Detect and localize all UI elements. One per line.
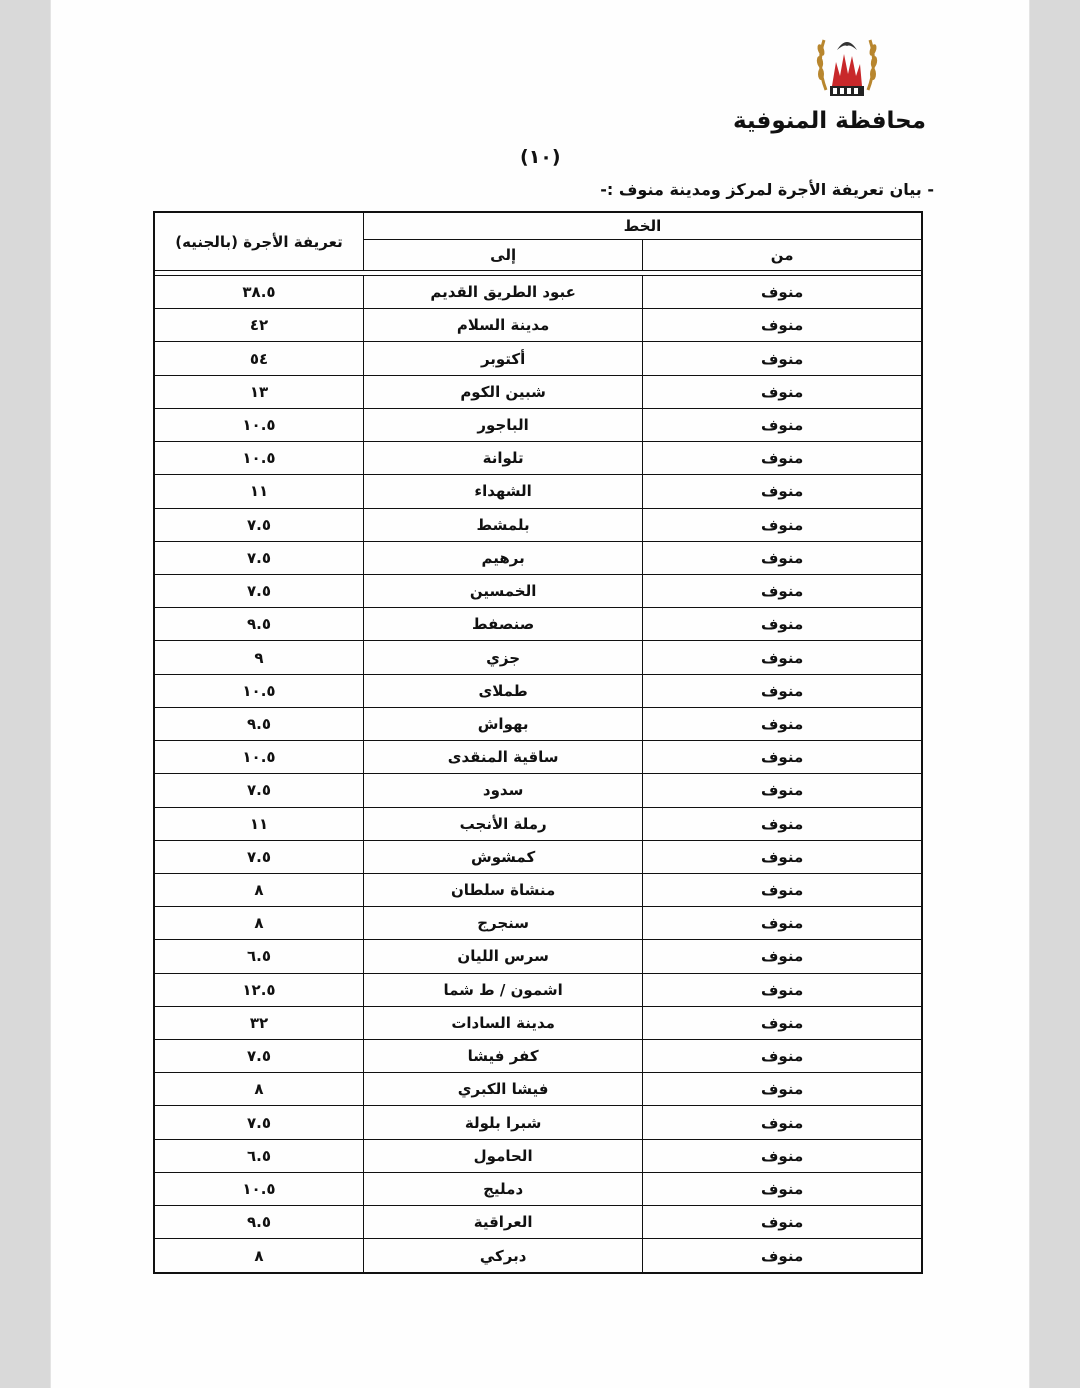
from-cell: منوف bbox=[643, 309, 922, 342]
from-cell: منوف bbox=[643, 276, 922, 309]
from-cell: منوف bbox=[643, 774, 922, 807]
fare-column-header: تعريفة الأجرة (بالجنيه) bbox=[154, 212, 364, 271]
table-row bbox=[154, 408, 922, 441]
to-cell: صنصفط bbox=[364, 608, 643, 641]
from-cell: منوف bbox=[643, 741, 922, 774]
fare-cell: ٥٤ bbox=[154, 342, 364, 375]
fare-cell: ٧.٥ bbox=[154, 1040, 364, 1073]
table-row bbox=[154, 1006, 922, 1039]
from-column-header: من bbox=[643, 240, 922, 271]
from-cell: منوف bbox=[643, 375, 922, 408]
from-cell: منوف bbox=[643, 574, 922, 607]
from-cell: منوف bbox=[643, 508, 922, 541]
from-cell: منوف bbox=[643, 807, 922, 840]
table-row bbox=[154, 707, 922, 740]
table-row bbox=[154, 807, 922, 840]
table-row bbox=[154, 342, 922, 375]
table-row bbox=[154, 1239, 922, 1273]
fare-cell: ٧.٥ bbox=[154, 541, 364, 574]
table-row bbox=[154, 276, 922, 309]
fare-cell: ٧.٥ bbox=[154, 508, 364, 541]
from-cell: منوف bbox=[643, 707, 922, 740]
to-cell: ساقية المنقدى bbox=[364, 741, 643, 774]
from-cell: منوف bbox=[643, 442, 922, 475]
governorate-title: محافظة المنوفية bbox=[732, 108, 926, 134]
to-cell: الحامول bbox=[364, 1139, 643, 1172]
table-row bbox=[154, 940, 922, 973]
to-cell: دبركي bbox=[364, 1239, 643, 1273]
fare-cell: ٤٢ bbox=[154, 309, 364, 342]
fare-cell: ١٠.٥ bbox=[154, 408, 364, 441]
from-cell: منوف bbox=[643, 475, 922, 508]
from-cell: منوف bbox=[643, 408, 922, 441]
to-cell: بهواش bbox=[364, 707, 643, 740]
fare-cell: ١٢.٥ bbox=[154, 973, 364, 1006]
table-row bbox=[154, 1172, 922, 1205]
fare-cell: ١٠.٥ bbox=[154, 442, 364, 475]
table-row bbox=[154, 674, 922, 707]
table-row bbox=[154, 1206, 922, 1239]
fare-cell: ٨ bbox=[154, 873, 364, 906]
from-cell: منوف bbox=[643, 940, 922, 973]
fare-cell: ١٠.٥ bbox=[154, 1172, 364, 1205]
from-cell: منوف bbox=[643, 873, 922, 906]
table-row bbox=[154, 641, 922, 674]
fare-cell: ٨ bbox=[154, 907, 364, 940]
from-cell: منوف bbox=[643, 608, 922, 641]
fare-cell: ٧.٥ bbox=[154, 1106, 364, 1139]
table-row bbox=[154, 741, 922, 774]
fare-cell: ٧.٥ bbox=[154, 840, 364, 873]
table-row bbox=[154, 442, 922, 475]
from-cell: منوف bbox=[643, 641, 922, 674]
fare-cell: ٩.٥ bbox=[154, 608, 364, 641]
table-row bbox=[154, 508, 922, 541]
table-row bbox=[154, 475, 922, 508]
to-cell: كفر فيشا bbox=[364, 1040, 643, 1073]
to-cell: بلمشط bbox=[364, 508, 643, 541]
to-cell: الخمسين bbox=[364, 574, 643, 607]
to-cell: جزي bbox=[364, 641, 643, 674]
from-cell: منوف bbox=[643, 1073, 922, 1106]
from-cell: منوف bbox=[643, 1106, 922, 1139]
from-cell: منوف bbox=[643, 342, 922, 375]
to-cell: مدينة السلام bbox=[364, 309, 643, 342]
from-cell: منوف bbox=[643, 907, 922, 940]
fare-cell: ٦.٥ bbox=[154, 1139, 364, 1172]
table-row bbox=[154, 541, 922, 574]
from-cell: منوف bbox=[643, 1040, 922, 1073]
fare-cell: ٣٨.٥ bbox=[154, 276, 364, 309]
table-row bbox=[154, 1073, 922, 1106]
fare-table bbox=[153, 211, 923, 1274]
to-cell: سرس الليان bbox=[364, 940, 643, 973]
to-cell: اشمون / ط شما bbox=[364, 973, 643, 1006]
fare-cell: ٩ bbox=[154, 641, 364, 674]
fare-cell: ٩.٥ bbox=[154, 1206, 364, 1239]
to-cell: عبود الطريق القديم bbox=[364, 276, 643, 309]
table-row bbox=[154, 973, 922, 1006]
table-row bbox=[154, 309, 922, 342]
table-row bbox=[154, 375, 922, 408]
table-row bbox=[154, 907, 922, 940]
fare-table-body bbox=[154, 276, 922, 1274]
from-cell: منوف bbox=[643, 1239, 922, 1273]
to-cell: فيشا الكبري bbox=[364, 1073, 643, 1106]
fare-cell: ٦.٥ bbox=[154, 940, 364, 973]
table-row bbox=[154, 1106, 922, 1139]
from-cell: منوف bbox=[643, 840, 922, 873]
to-cell: تلوانة bbox=[364, 442, 643, 475]
to-cell: منشاة سلطان bbox=[364, 873, 643, 906]
to-cell: شبرا بلولة bbox=[364, 1106, 643, 1139]
line-column-header: الخط bbox=[364, 212, 923, 240]
fare-cell: ١٠.٥ bbox=[154, 674, 364, 707]
fare-cell: ١٣ bbox=[154, 375, 364, 408]
fare-cell: ١٠.٥ bbox=[154, 741, 364, 774]
table-row bbox=[154, 873, 922, 906]
fare-cell: ٣٢ bbox=[154, 1006, 364, 1039]
to-cell: سنجرج bbox=[364, 907, 643, 940]
fare-cell: ٨ bbox=[154, 1239, 364, 1273]
fare-cell: ١١ bbox=[154, 807, 364, 840]
table-row bbox=[154, 1139, 922, 1172]
to-cell: طملاى bbox=[364, 674, 643, 707]
to-cell: برهيم bbox=[364, 541, 643, 574]
from-cell: منوف bbox=[643, 1139, 922, 1172]
to-cell: كمشوش bbox=[364, 840, 643, 873]
to-cell: أكتوبر bbox=[364, 342, 643, 375]
from-cell: منوف bbox=[643, 973, 922, 1006]
to-cell: رملة الأنجب bbox=[364, 807, 643, 840]
to-cell: شبين الكوم bbox=[364, 375, 643, 408]
governorate-emblem-logo bbox=[812, 20, 882, 106]
from-cell: منوف bbox=[643, 1006, 922, 1039]
fare-cell: ٨ bbox=[154, 1073, 364, 1106]
table-row bbox=[154, 840, 922, 873]
fare-cell: ٧.٥ bbox=[154, 774, 364, 807]
to-cell: الشهداء bbox=[364, 475, 643, 508]
table-row bbox=[154, 608, 922, 641]
statement-heading: - بيان تعريفة الأجرة لمركز ومدينة منوف :- bbox=[600, 180, 934, 199]
to-cell: دمليج bbox=[364, 1172, 643, 1205]
from-cell: منوف bbox=[643, 541, 922, 574]
from-cell: منوف bbox=[643, 1172, 922, 1205]
table-row bbox=[154, 1040, 922, 1073]
fare-cell: ٩.٥ bbox=[154, 707, 364, 740]
table-row bbox=[154, 774, 922, 807]
to-column-header: إلى bbox=[364, 240, 643, 271]
fare-cell: ١١ bbox=[154, 475, 364, 508]
to-cell: سدود bbox=[364, 774, 643, 807]
from-cell: منوف bbox=[643, 674, 922, 707]
fare-cell: ٧.٥ bbox=[154, 574, 364, 607]
table-row bbox=[154, 574, 922, 607]
to-cell: مدينة السادات bbox=[364, 1006, 643, 1039]
page-number: (١٠) bbox=[520, 146, 561, 168]
to-cell: العراقية bbox=[364, 1206, 643, 1239]
to-cell: الباجور bbox=[364, 408, 643, 441]
from-cell: منوف bbox=[643, 1206, 922, 1239]
